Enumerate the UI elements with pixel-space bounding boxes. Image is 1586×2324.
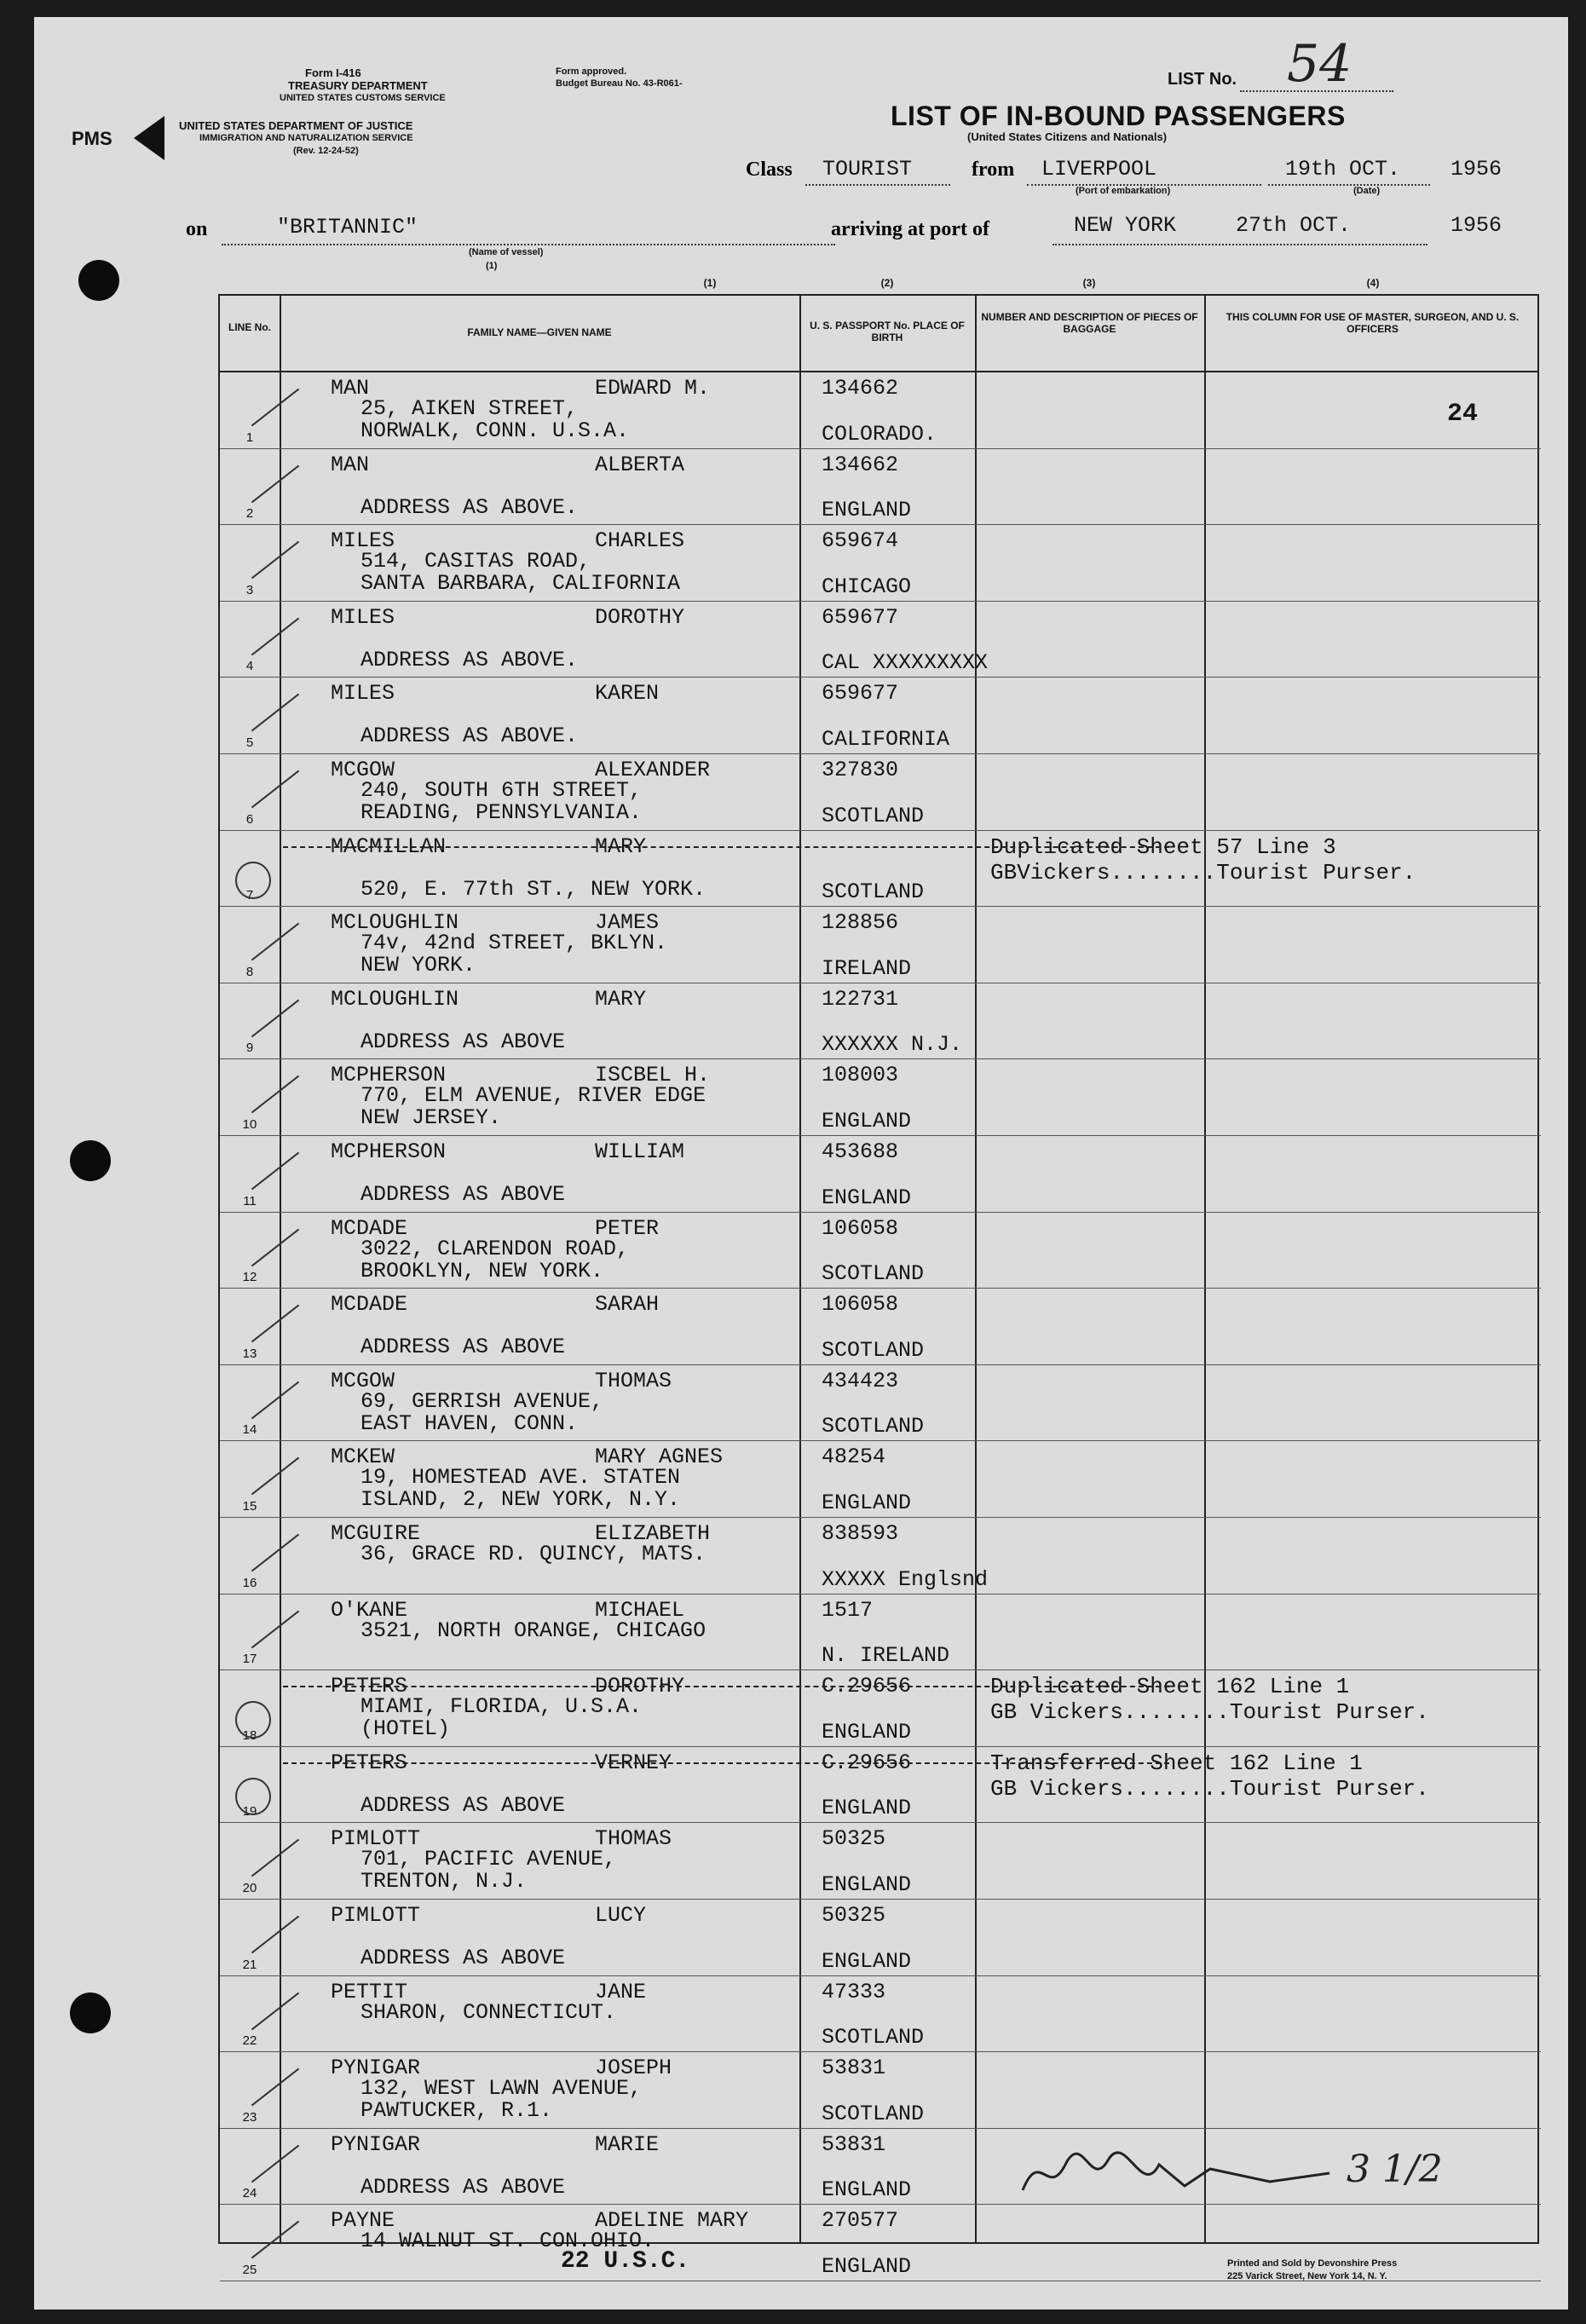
address-line-1: 701, PACIFIC AVENUE, [360,1847,617,1872]
family-name: PYNIGAR [331,2131,421,2157]
given-name: LUCY [595,1903,647,1928]
check-mark [251,923,299,961]
table-row [220,1289,1541,1365]
family-name: PETERS [331,1750,408,1775]
given-name: DOROTHY [595,604,685,630]
col-header-name: FAMILY NAME—GIVEN NAME [467,326,612,338]
justice-label: UNITED STATES DEPARTMENT OF JUSTICE [179,119,413,132]
address-line-2: SANTA BARBARA, CALIFORNIA [360,571,681,597]
check-mark [251,541,299,580]
address-line-2: ISLAND, 2, NEW YORK, N.Y. [360,1487,681,1513]
given-name: MARY AGNES [595,1445,724,1470]
given-name: JANE [595,1979,647,2004]
table-row [220,2205,1541,2281]
family-name: PIMLOTT [331,1826,421,1852]
address-line-1: MIAMI, FLORIDA, U.S.A. [360,1694,643,1720]
rev-label: (Rev. 12-24-52) [293,146,359,156]
strike-through-line [283,1762,1169,1764]
vessel-col-number: (1) [486,261,498,271]
date-caption: (Date) [1353,186,1381,196]
check-mark [251,1610,299,1648]
page-title: LIST OF IN-BOUND PASSENGERS [891,101,1346,131]
given-name: ADELINE MARY [595,2208,749,2234]
address-line-1: SHARON, CONNECTICUT. [360,1999,617,2025]
line-number: 16 [242,1575,257,1590]
table-row [220,1059,1541,1136]
table-row [220,602,1541,678]
vessel-name: "BRITANNIC" [277,215,418,239]
address-line-1: 14 WALNUT ST. CON.OHIO. [360,2229,655,2254]
given-name: THOMAS [595,1826,672,1852]
table-row [220,1595,1541,1671]
family-name: PIMLOTT [331,1903,421,1928]
place-of-birth: COLORADO. [822,421,937,447]
table-row [220,1365,1541,1442]
passport-number: 453688 [822,1139,899,1164]
check-mark [251,1152,299,1191]
vessel-caption: (Name of vessel) [469,247,544,257]
family-name: PAYNE [331,2208,395,2234]
check-mark [251,1305,299,1343]
line-number: 6 [245,811,254,827]
on-label: on [186,218,208,240]
address-line-2: ADDRESS AS ABOVE. [360,724,579,749]
page-subtitle: (United States Citizens and Nationals) [967,130,1168,143]
passport-number: 50325 [822,1826,886,1852]
arrival-date: 27th OCT. [1236,213,1352,238]
table-row [220,678,1541,754]
table-row [220,2129,1541,2206]
treasury-label: TREASURY DEPARTMENT [288,79,428,92]
given-name: PETER [595,1215,660,1241]
place-of-birth: XXXXXX N.J. [822,1032,963,1058]
given-name: KAREN [595,681,660,706]
printer-line-2: 225 Varick Street, New York 14, N. Y. [1227,2271,1387,2281]
check-mark [251,389,299,427]
place-of-birth: SCOTLAND [822,879,925,905]
place-of-birth: CAL XXXXXXXXX [822,650,989,676]
passport-number: 48254 [822,1445,886,1470]
family-name: MAN [331,376,370,401]
pms-stamp: PMS [72,128,112,149]
col-number-3: (3) [1082,277,1096,289]
arriving-label: arriving at port of [831,218,989,240]
col-number-2: (2) [880,277,894,289]
line-number: 1 [245,430,254,445]
check-mark [251,1992,299,2030]
given-name: JOSEPH [595,2056,672,2081]
given-name: ALEXANDER [595,758,711,782]
given-name: ISCBEL H. [595,1063,711,1088]
family-name: MCGOW [331,1368,395,1393]
check-mark [251,1839,299,1877]
place-of-birth: ENGLAND [822,1108,912,1133]
address-line-2: ADDRESS AS ABOVE [360,1335,566,1360]
family-name: MCDADE [331,1292,408,1318]
check-mark [251,999,299,1037]
line-number: 13 [242,1346,257,1361]
place-of-birth: ENGLAND [822,1185,912,1210]
customs-label: UNITED STATES CUSTOMS SERVICE [280,93,446,103]
check-mark [251,464,299,503]
line-number: 9 [245,1041,254,1056]
line-number: 2 [245,506,254,522]
table-row [220,754,1541,831]
address-line-2: ADDRESS AS ABOVE [360,1182,566,1207]
manifest-sheet [34,17,1568,2310]
address-line-2: NORWALK, CONN. U.S.A. [360,418,630,443]
passport-number: 53831 [822,2056,886,2081]
table-row [220,2052,1541,2129]
passport-number: 1517 [822,1597,874,1623]
passport-number: 270577 [822,2208,899,2234]
place-of-birth: ENGLAND [822,498,912,523]
family-name: MCDADE [331,1215,408,1241]
given-name: ALBERTA [595,452,685,477]
purser-note: GB Vickers........Tourist Purser. [990,1699,1429,1726]
line-number: 25 [242,2262,257,2277]
arrow-icon [132,114,166,162]
family-name: MCGOW [331,758,395,782]
place-of-birth: ENGLAND [822,2177,912,2203]
family-name: MCLOUGHLIN [331,986,459,1012]
table-row [220,831,1541,908]
embark-year: 1956 [1450,157,1502,182]
given-name: MICHAEL [595,1597,685,1623]
table-row [220,449,1541,526]
table-row [220,1976,1541,2053]
line-number-circle [235,862,271,899]
check-mark [251,617,299,655]
date-dotline [1268,184,1430,186]
address-line-2: ADDRESS AS ABOVE [360,1792,566,1818]
table-row [220,1823,1541,1900]
family-name: MCLOUGHLIN [331,910,459,936]
line-number: 18 [242,1727,257,1743]
check-mark [251,2144,299,2183]
usc-reference: 22 U.S.C. [561,2248,690,2275]
family-name: PETTIT [331,1979,408,2004]
passport-number: 47333 [822,1979,886,2004]
check-mark [251,1228,299,1266]
family-name: MILES [331,528,395,554]
passport-number: 659674 [822,528,899,554]
line-number: 23 [242,2109,257,2125]
line-number: 21 [242,1957,257,1972]
line-number: 14 [242,1422,257,1438]
place-of-birth: CALIFORNIA [822,726,950,752]
purser-note: GB Vickers........Tourist Purser. [990,1775,1429,1802]
line-number: 19 [242,1804,257,1819]
address-line-2: READING, PENNSYLVANIA. [360,800,643,825]
line-number: 8 [245,964,254,979]
passport-number: C.29656 [822,1750,912,1775]
table-row [220,372,1541,449]
table-row [220,1747,1541,1824]
family-name: MCPHERSON [331,1139,447,1164]
passport-number: 134662 [822,376,899,401]
given-name: WILLIAM [595,1139,685,1164]
passport-number: 659677 [822,681,899,706]
address-line-2: NEW JERSEY. [360,1105,502,1131]
address-line-1: 240, SOUTH 6TH STREET, [360,778,643,803]
col-header-passport: U. S. PASSPORT No. PLACE OF BIRTH [810,320,965,343]
col-header-baggage: NUMBER AND DESCRIPTION OF PIECES OF BAGGAGE [981,311,1198,335]
officer-count: 24 [1447,400,1479,429]
check-mark [251,1381,299,1419]
arrival-year: 1956 [1450,213,1502,238]
line-number: 3 [245,582,254,597]
address-line-1: 36, GRACE RD. QUINCY, MATS. [360,1542,706,1566]
family-name: MCGUIRE [331,1521,421,1546]
place-of-birth: ENGLAND [822,1871,912,1897]
place-of-birth: IRELAND [822,955,912,981]
line-number: 11 [243,1193,257,1208]
line-number: 22 [242,2033,257,2049]
address-line-2: TRENTON, N.J. [360,1869,528,1894]
check-mark [251,694,299,732]
passport-number: 108003 [822,1063,899,1088]
line-number: 10 [242,1116,257,1132]
place-of-birth: CHICAGO [822,574,912,599]
family-name: O'KANE [331,1597,408,1623]
family-name: MACMILLAN [331,833,447,859]
given-name: THOMAS [595,1368,672,1393]
check-mark [251,2068,299,2107]
passport-number: 50325 [822,1903,886,1928]
line-number: 12 [242,1270,257,1285]
passport-number: 122731 [822,986,899,1012]
baggage-note: Duplicated Sheet 162 Line 1 [990,1674,1350,1700]
place-of-birth: ENGLAND [822,1796,912,1821]
passport-number: 134662 [822,452,899,477]
table-row [220,907,1541,983]
punch-hole [78,260,119,301]
family-name: MCPHERSON [331,1063,447,1088]
arrival-port: NEW YORK [1074,213,1177,238]
baggage-note: Transferred Sheet 162 Line 1 [990,1750,1363,1776]
passport-number: C.29656 [822,1674,912,1699]
place-of-birth: SCOTLAND [822,1261,925,1287]
given-name: EDWARD M. [595,376,711,401]
table-row [220,1670,1541,1747]
strike-through-line [283,846,1169,848]
col-header-line: LINE No. [228,321,271,333]
address-line-1: 25, AIKEN STREET, [360,396,579,421]
strike-through-line [283,1686,1169,1687]
check-mark [251,2221,299,2259]
table-row [220,1518,1541,1595]
address-line-2: 520, E. 77th ST., NEW YORK. [360,876,706,902]
address-line-2: (HOTEL) [360,1716,451,1742]
punch-hole [70,1992,111,2033]
signature-mark: 3 1/2 [1347,2148,1443,2191]
check-mark [251,1457,299,1496]
col-number-1: (1) [703,277,717,289]
place-of-birth: ENGLAND [822,1490,912,1515]
check-mark [251,1534,299,1572]
place-of-birth: SCOTLAND [822,1337,925,1363]
passport-number: 53831 [822,2131,886,2157]
list-number: 54 [1287,34,1352,94]
line-number-circle [235,1778,271,1815]
passport-number: 128856 [822,910,899,936]
address-line-2: ADDRESS AS ABOVE. [360,494,579,520]
address-line-1: 69, GERRISH AVENUE, [360,1388,604,1414]
line-number: 24 [242,2186,257,2201]
passport-number: 434423 [822,1368,899,1393]
address-line-2: ADDRESS AS ABOVE [360,1029,566,1054]
passport-number: 327830 [822,758,899,782]
place-of-birth: SCOTLAND [822,2025,925,2050]
address-line-2: ADDRESS AS ABOVE [360,1946,566,1970]
address-line-1: 132, WEST LAWN AVENUE, [360,2076,643,2102]
family-name: MILES [331,604,395,630]
place-of-birth: N. IRELAND [822,1643,950,1669]
place-of-birth: SCOTLAND [822,1414,925,1439]
class-label: Class [746,159,793,181]
family-name: PETERS [331,1674,408,1699]
place-of-birth: XXXXX Englsnd [822,1566,989,1592]
col-header-officers: THIS COLUMN FOR USE OF MASTER, SURGEON, AND U. S. OFFICERS [1226,311,1520,335]
table-row [220,1900,1541,1976]
table-row [220,525,1541,602]
address-line-2: BROOKLYN, NEW YORK. [360,1258,604,1283]
address-line-2: PAWTUCKER, R.1. [360,2098,553,2124]
handwritten-signature [1014,2139,1338,2207]
check-mark [251,1916,299,1954]
table-row [220,983,1541,1060]
given-name: JAMES [595,910,660,936]
table-row [220,1136,1541,1213]
embark-caption: (Port of embarkation) [1076,186,1171,196]
address-line-2: ADDRESS AS ABOVE. [360,647,579,672]
budget-label: Budget Bureau No. 43-R061- [556,78,683,89]
place-of-birth: SCOTLAND [822,2101,925,2126]
port-of-embarkation: LIVERPOOL [1041,157,1157,182]
line-number: 7 [245,888,254,903]
given-name: MARY [595,986,647,1012]
family-name: MAN [331,452,370,477]
check-mark [251,1075,299,1114]
passport-number: 659677 [822,604,899,630]
given-name: MARIE [595,2131,660,2157]
passport-number: 106058 [822,1215,899,1241]
col-number-4: (4) [1366,277,1380,289]
ins-label: IMMIGRATION AND NATURALIZATION SERVICE [199,133,413,143]
place-of-birth: ENGLAND [822,2253,912,2279]
place-of-birth: ENGLAND [822,1719,912,1744]
arrival-dotline [1053,244,1427,245]
given-name: MARY [595,833,647,859]
address-line-1: 770, ELM AVENUE, RIVER EDGE [360,1083,706,1109]
line-number: 17 [242,1652,257,1667]
line-number: 5 [245,735,254,750]
address-line-2: NEW YORK. [360,953,476,978]
given-name: DOROTHY [595,1674,685,1699]
address-line-2: ADDRESS AS ABOVE [360,2174,566,2200]
given-name: ELIZABETH [595,1521,711,1546]
address-line-1: 3022, CLARENDON ROAD, [360,1236,630,1261]
list-label: LIST No. [1168,70,1237,89]
form-number: Form I-416 [305,66,361,79]
passport-number: 838593 [822,1521,899,1546]
baggage-note: Duplicated Sheet 57 Line 3 [990,833,1336,860]
address-line-1: 19, HOMESTEAD AVE. STATEN [360,1465,681,1491]
printer-line-1: Printed and Sold by Devonshire Press [1227,2258,1398,2269]
from-label: from [972,159,1015,181]
address-line-1: 514, CASITAS ROAD, [360,549,591,574]
purser-note: GBVickers........Tourist Purser. [990,859,1416,885]
line-number-circle [235,1701,271,1739]
address-line-2: EAST HAVEN, CONN. [360,1410,579,1436]
table-row [220,1441,1541,1518]
family-name: MILES [331,681,395,706]
address-line-1: 74v, 42nd STREET, BKLYN. [360,931,668,956]
family-name: MCKEW [331,1445,395,1470]
line-number: 15 [242,1498,257,1514]
class-dotline [805,184,950,186]
class-value: TOURIST [822,157,913,182]
punch-hole [70,1140,111,1181]
approved-label: Form approved. [556,66,627,77]
vessel-dotline [222,244,835,245]
place-of-birth: ENGLAND [822,1948,912,1974]
embark-date: 19th OCT. [1285,157,1401,182]
given-name: CHARLES [595,528,685,554]
passport-number: 106058 [822,1292,899,1318]
given-name: SARAH [595,1292,660,1318]
given-name: VERNEY [595,1750,672,1775]
line-number: 4 [245,659,254,674]
place-of-birth: SCOTLAND [822,803,925,828]
table-row [220,1213,1541,1289]
family-name: PYNIGAR [331,2056,421,2081]
line-number: 20 [242,1880,257,1895]
address-line-1: 3521, NORTH ORANGE, CHICAGO [360,1618,706,1643]
check-mark [251,770,299,809]
